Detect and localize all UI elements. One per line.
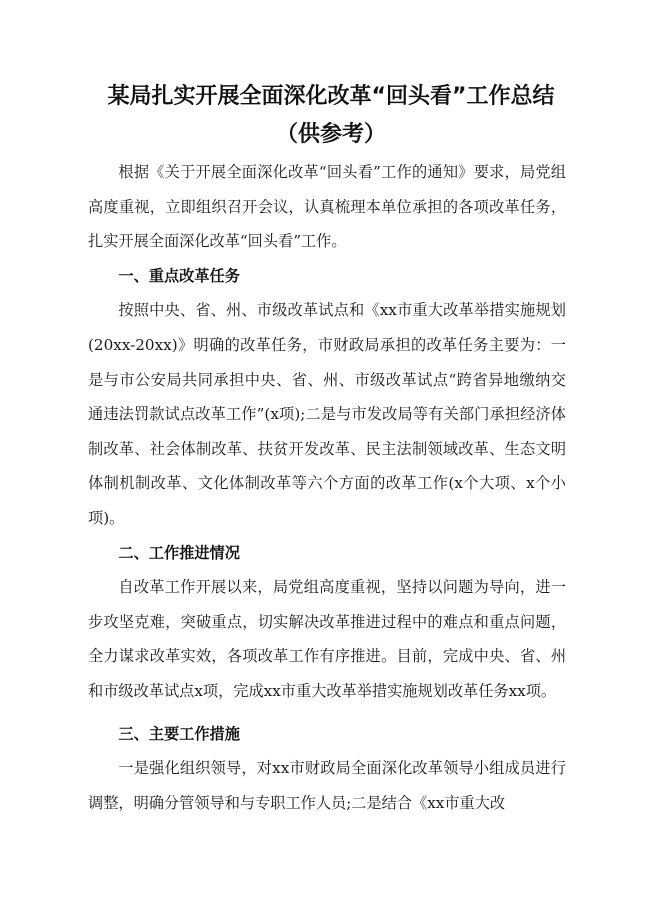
section-heading-progress: 二、工作推进情况 [118,543,240,562]
section-heading-key-tasks: 一、重点改革任务 [118,266,240,285]
intro-paragraph: 根据《关于开展全面深化改革“回头看”工作的通知》要求，局党组高度重视，立即组织召开会议，认真梳理本单位承担的各项改革任务，扎实开展全面深化改革“回头看”工作。 [88,163,566,251]
section-heading-measures: 三、主要工作措施 [118,724,240,743]
section-paragraph-measures: 一是强化组织领导，对xx市财政局全面深化改革领导小组成员进行调整，明确分管领导和与专职工作人员;二是结合《xx市重大改 [88,759,566,812]
section-paragraph-key-tasks: 按照中央、省、州、市级改革试点和《xx市重大改革举措实施规划(20xx-20xx)》明确的改革任务，市财政局承担的改革任务主要为：一是与市公安局共同承担中央、省、州、市级改革试点“跨省异地缴纳交通违法罚款试点改革工作”(x项);二是与市发改局等有关部门承担经济体制改革、社会体制改革、扶贫开发改革、民主法制领域改革、生态文明体制机制改革、文化体制改革等六个方面的改革工作(x个大项、x个小项)。 [88,301,566,527]
section-paragraph-progress: 自改革工作开展以来，局党组高度重视，坚持以问题为导向，进一步攻坚克难，突破重点，切实解决改革推进过程中的难点和重点问题，全力谋求改革实效，各项改革工作有序推进。目前，完成中央、省、州和市级改革试点x项，完成xx市重大改革举措实施规划改革任务xx项。 [88,578,566,700]
document-title: 某局扎实开展全面深化改革“回头看”工作总结（供参考） [107,84,555,147]
document-body [88,155,566,820]
